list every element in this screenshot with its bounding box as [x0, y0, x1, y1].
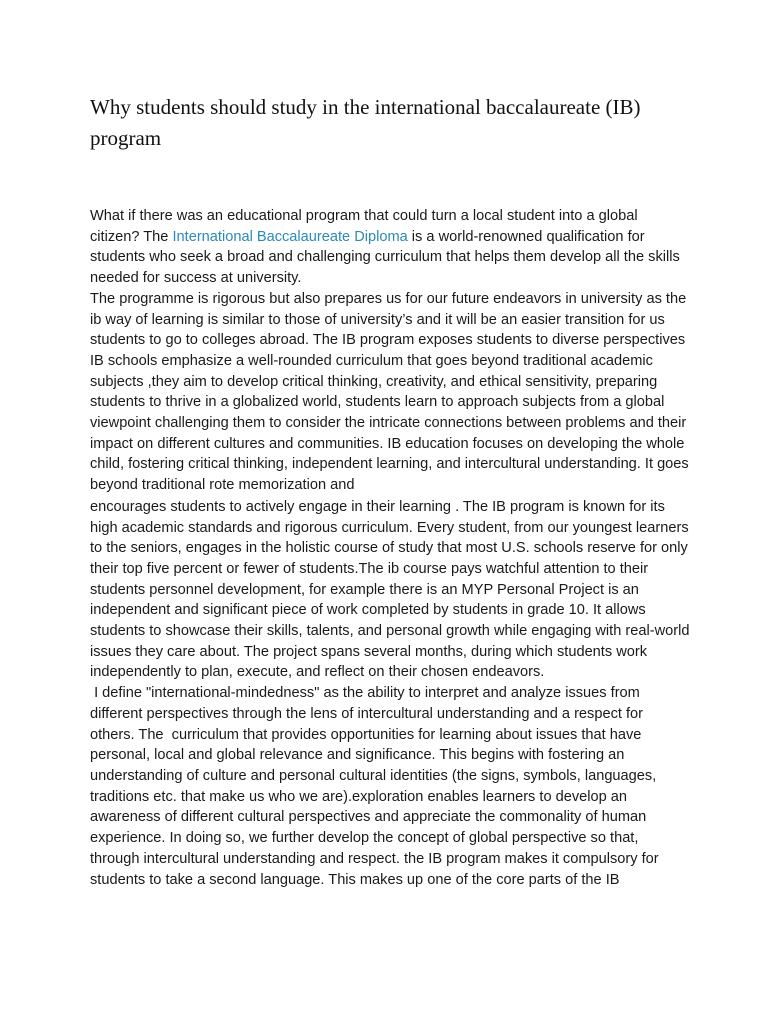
paragraph-programme-continued: encourages students to actively engage in their learning . The IB program is known for its high academic standards and rigorous curriculum. Every student, from our youngest learners to the seniors, engages in the holistic course of study that most U.S. schools reserve for only their top five percent or fewer of students.The ib course pays watchful attention to their students personnel development, for example there is an MYP Personal Project is an independent and significant piece of work completed by students in grade 10. It allows students to showcase their skills, talents, and personal growth while engaging with real-world issues they care about. The project spans several months, during which students work independently to plan, execute, and reflect on their chosen endeavors.: [90, 498, 690, 681]
paragraph-international-mindedness: I define "international-mindedness" as the ability to interpret and analyze issues from different perspectives through the lens of intercultural understanding and a respect for others. The curriculum that provides opportunities for learning about issues that have personal, local and global relevance and significance. This begins with fostering an understanding of culture and personal cultural identities (the signs, symbols, languages, traditions etc. that make us who we are).exploration enables learners to develop an awareness of different cultural perspectives and appreciate the commonality of human experience. In doing so, we further develop the concept of global perspective so that, through intercultural understanding and respect. the IB program makes it compulsory for students to take a second language. This makes up one of the core parts of the IB: [90, 685, 663, 888]
document-body: [90, 206, 690, 890]
paragraph-intro-text-after: is a world-renowned qualification for students who seek a broad and challenging curriculum that helps them develop all the skills needed for success at university.: [90, 228, 680, 287]
paragraph-programme: The programme is rigorous but also prepares us for our future endeavors in university as the ib way of learning is similar to those of university’s and it will be an easier transition for us students to go to colleges abroad. The IB program exposes students to diverse perspectives IB schools emphasize a well-rounded curriculum that goes beyond traditional academic subjects ,they aim to develop critical thinking, creativity, and ethical sensitivity, preparing students to thrive in a globalized world, students learn to approach subjects from a global viewpoint challenging them to consider the intricate connections between problems and their impact on different cultures and communities. IB education focuses on developing the whole child, fostering critical thinking, independent learning, and intercultural understanding. It goes beyond traditional rote memorization and: [90, 290, 689, 494]
paragraph-intro-text-before: What if there was an educational program that could turn a local student into a global citizen? The: [90, 208, 638, 245]
document-title: Why students should study in the international baccalaureate (IB) program: [90, 95, 641, 150]
paragraph-intro: [90, 206, 690, 289]
ib-diploma-link[interactable]: International Baccalaureate Diploma: [172, 228, 408, 245]
